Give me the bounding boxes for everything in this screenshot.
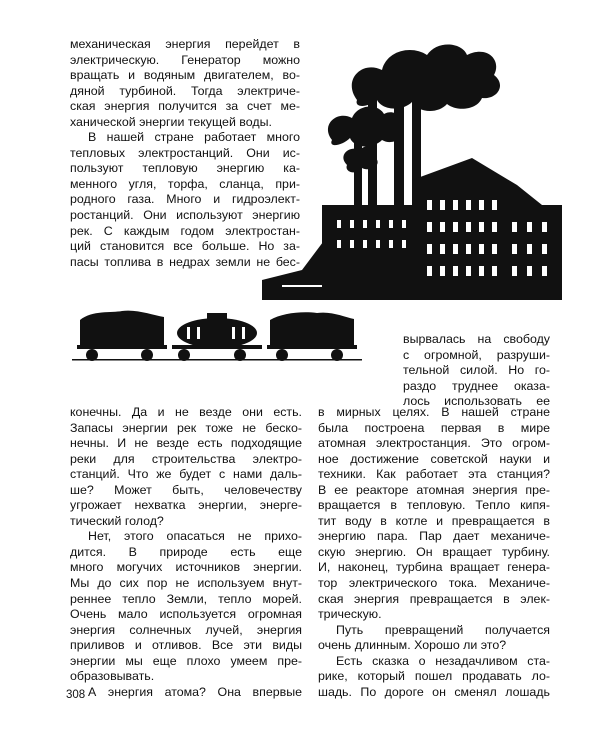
text-line: пасы топлива в недрах земли не бес- [70, 254, 300, 269]
text-line: реннее тепло Земли, тепло морей. [70, 591, 302, 606]
text-line: техники. Как работает эта станция? [318, 467, 550, 482]
text-line: А энергия атома? Она впервые [88, 684, 302, 699]
text-line: приливов и отливов. Все эти виды [70, 638, 302, 653]
text-column-top-right [403, 332, 550, 410]
page-number: 308 [66, 689, 86, 701]
text-line: вращается в тепловую. Тепло кипя- [318, 498, 550, 513]
text-line: нечны. И не везде есть подходящие [70, 436, 302, 451]
text-line: тический голод? [70, 513, 164, 528]
text-line: ская энергия получится за счет ме- [70, 99, 300, 114]
text-line: образовывать. [70, 669, 155, 684]
text-line: атомная электростанция. Это огром- [318, 436, 550, 451]
text-line: Запасы энергии рек тоже не беско- [70, 420, 302, 435]
text-line: менного угля, торфа, сланца, при- [70, 176, 300, 191]
text-line: с огромной, разруши- [403, 347, 550, 362]
text-line: ций становится все больше. Но за- [70, 239, 300, 254]
text-line: трическую. [318, 607, 382, 622]
text-line: Путь превращений получается [336, 622, 550, 637]
text-line: станций. Что же будет с нами даль- [70, 467, 302, 482]
text-line: рике, который пошел продавать ло- [318, 669, 550, 684]
text-line: рек. С каждым годом электростан- [70, 223, 300, 238]
text-line: скую энергию. Он вращает турбину. [318, 544, 550, 559]
text-line: ное достижение советской науки и [318, 451, 550, 466]
text-line: угрожает нехватка энергии, энерге- [70, 498, 302, 513]
text-line: ше? Может быть, человечеству [70, 482, 302, 497]
text-line: пользуют тепловую энергию ка- [70, 161, 300, 176]
text-line: тит воду в котле и превращается в [318, 513, 550, 528]
text-line: И, наконец, турбина вращает генера- [318, 560, 550, 575]
power-station-illustration [262, 30, 582, 300]
text-line: шадь. По дороге он сменял лошадь [318, 684, 550, 699]
text-line: в мирных целях. В нашей стране [318, 405, 550, 419]
text-line: Мы до сих пор не используем внут- [70, 576, 302, 591]
text-line: реки для строительства электро- [70, 451, 302, 466]
text-line: тепловых электростанций. Они ис- [70, 145, 300, 160]
text-line: родного газа. Много и гидроэлект- [70, 192, 300, 207]
text-line: энергию пара. Пар дает механиче- [318, 529, 550, 544]
text-line: В нашей стране работает много [88, 130, 300, 145]
text-line: тельной силой. Но го- [403, 363, 550, 378]
freight-train-illustration [72, 305, 362, 365]
text-line: дится. В природе есть еще [70, 544, 302, 559]
text-line: ханической энергии текущей воды. [70, 114, 272, 129]
text-line: конечны. Да и не везде они есть. [70, 405, 302, 419]
text-line: ростанций. Они используют энергию [70, 208, 300, 223]
text-column-bottom-right [318, 405, 550, 700]
text-line: раздо труднее оказа- [403, 378, 550, 393]
text-column-bottom-left [70, 405, 302, 700]
text-line: Очень мало используется огромная [70, 607, 302, 622]
text-line: много могучих источников энергии. [70, 560, 302, 575]
text-line: Есть сказка о незадачливом ста- [336, 653, 550, 668]
text-line: Нет, этого опасаться не прихо- [88, 529, 302, 544]
text-line: очень длинным. Хорошо ли это? [318, 638, 507, 653]
text-line: дяной турбиной. Тогда электриче- [70, 83, 300, 98]
text-line: вращать и водяным двигателем, во- [70, 68, 300, 83]
text-line: лось использовать ее [403, 394, 550, 409]
text-line: В ее реакторе атомная энергия пре- [318, 482, 550, 497]
text-line: тор электрического тока. Механиче- [318, 576, 550, 591]
text-line: была построена первая в мире [318, 420, 550, 435]
text-line: энергии мы еще плохо умеем пре- [70, 653, 302, 668]
text-line: энергия солнечных лучей, энергия [70, 622, 302, 637]
text-line: ская энергия превращается в элек- [318, 591, 550, 606]
text-line: механическая энергия перейдет в [70, 37, 300, 51]
text-line: электрическую. Генератор можно [70, 52, 300, 67]
text-line: вырвалась на свободу [403, 332, 550, 346]
